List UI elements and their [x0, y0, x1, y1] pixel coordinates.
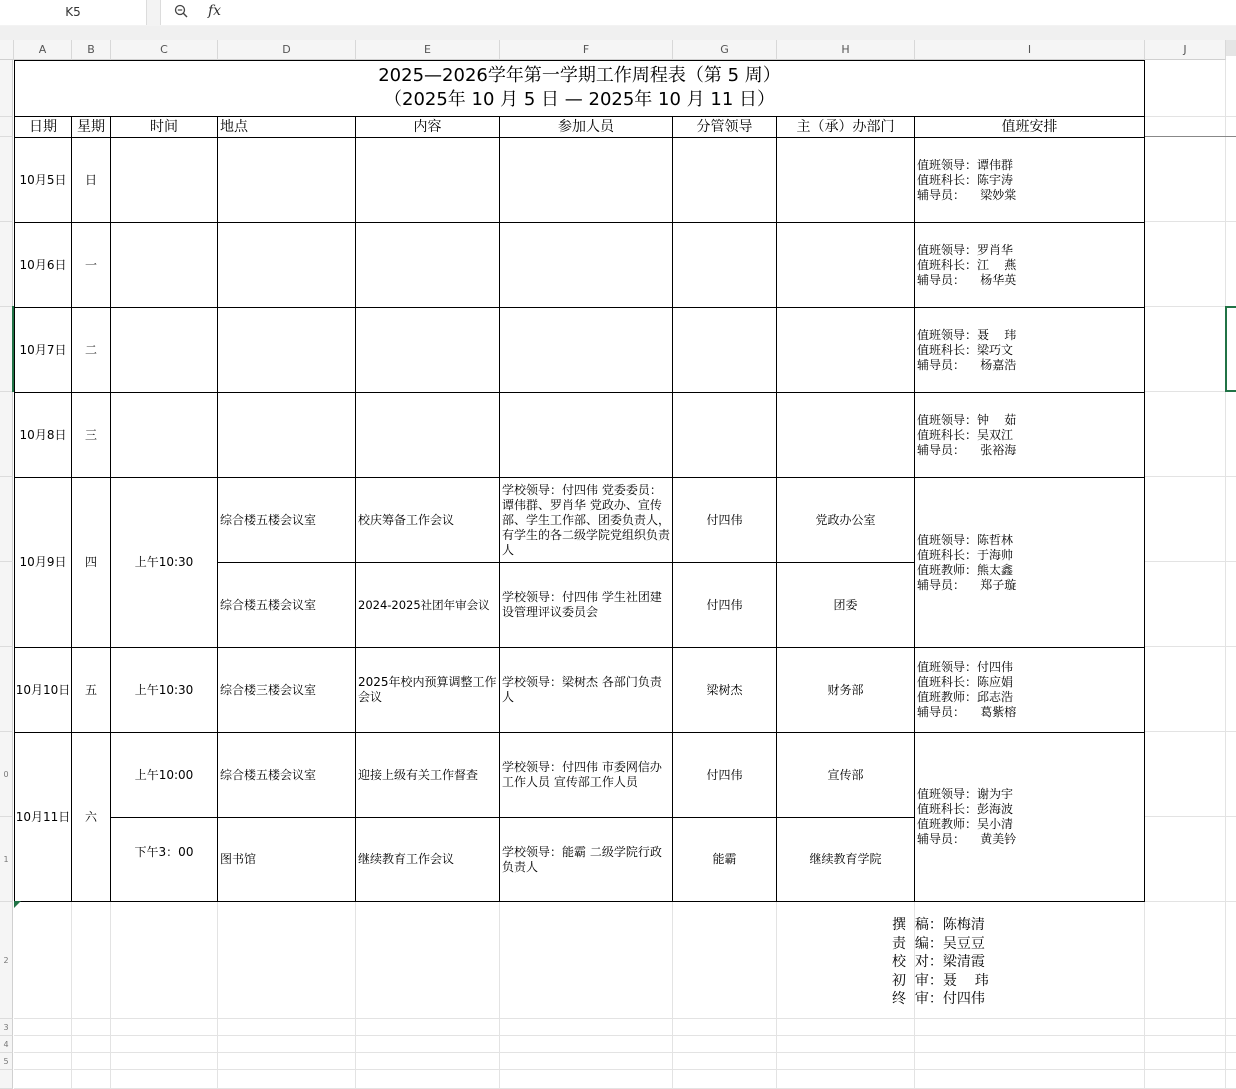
formula-bar [0, 0, 1236, 27]
date-cell[interactable]: 10月7日 [14, 307, 72, 393]
comment-indicator-icon [14, 901, 21, 908]
duty-cell[interactable]: 值班领导：付四伟 值班科长：陈应娟 值班教师：邱志浩 辅导员： 葛紫榕 [914, 647, 1145, 733]
zoom-out-icon[interactable] [174, 4, 188, 18]
duty-cell[interactable]: 值班领导：陈哲林 值班科长：于海帅 值班教师：熊太鑫 辅导员： 郑子璇 [914, 477, 1145, 648]
column-header[interactable]: G [673, 40, 777, 60]
weekday-cell[interactable]: 四 [71, 477, 111, 648]
content-cell[interactable] [355, 137, 500, 223]
leader-cell[interactable]: 付四伟 [672, 562, 777, 648]
select-all-corner[interactable] [0, 40, 14, 60]
people-cell[interactable] [499, 307, 673, 393]
scrollbar[interactable] [1226, 40, 1236, 56]
dept-cell[interactable]: 党政办公室 [776, 477, 915, 563]
duty-cell[interactable]: 值班领导：罗肖华 值班科长：江 燕 辅导员： 杨华英 [914, 222, 1145, 308]
header-time[interactable]: 时间 [110, 116, 218, 138]
column-header[interactable]: E [356, 40, 500, 60]
place-cell[interactable]: 综合楼五楼会议室 [217, 732, 356, 818]
leader-cell[interactable]: 梁树杰 [672, 647, 777, 733]
weekday-cell[interactable]: 一 [71, 222, 111, 308]
column-header[interactable]: I [915, 40, 1145, 60]
date-cell[interactable]: 10月5日 [14, 137, 72, 223]
time-cell[interactable]: 上午10:30 [110, 647, 218, 733]
date-cell[interactable]: 10月6日 [14, 222, 72, 308]
leader-cell[interactable] [672, 222, 777, 308]
header-dept[interactable]: 主（承）办部门 [776, 116, 915, 138]
dept-cell[interactable]: 财务部 [776, 647, 915, 733]
schedule-title[interactable] [14, 60, 1145, 117]
column-header[interactable]: B [72, 40, 111, 60]
weekday-cell[interactable]: 六 [71, 732, 111, 902]
leader-cell[interactable] [672, 307, 777, 393]
content-cell[interactable]: 2025年校内预算调整工作会议 [355, 647, 500, 733]
credits: 撰 稿：陈梅清 责 编：吴豆豆 校 对：梁清霞 初 审：聂 玮 终 审：付四伟 [892, 917, 989, 1007]
column-header[interactable]: A [14, 40, 72, 60]
title-line-2: （2025年 10 月 5 日 — 2025年 10 月 11 日） [384, 89, 775, 110]
leader-cell[interactable]: 付四伟 [672, 477, 777, 563]
column-header[interactable]: F [500, 40, 673, 60]
weekday-cell[interactable]: 日 [71, 137, 111, 223]
row-header[interactable]: 0 [0, 732, 13, 817]
weekday-cell[interactable]: 五 [71, 647, 111, 733]
dept-cell[interactable] [776, 307, 915, 393]
content-cell[interactable]: 迎接上级有关工作督查 [355, 732, 500, 818]
column-header[interactable]: C [111, 40, 218, 60]
leader-cell[interactable] [672, 392, 777, 478]
header-place[interactable]: 地点 [217, 116, 356, 138]
row-header[interactable] [0, 647, 13, 732]
formula-input[interactable] [160, 0, 1236, 25]
time-cell[interactable] [110, 137, 218, 223]
place-cell[interactable] [217, 222, 356, 308]
date-cell[interactable]: 10月9日 [14, 477, 72, 648]
selection-marker [12, 306, 14, 392]
row-header[interactable]: 2 [0, 902, 13, 1019]
date-cell[interactable]: 10月8日 [14, 392, 72, 478]
content-cell[interactable]: 继续教育工作会议 [355, 817, 500, 902]
time-cell[interactable] [110, 307, 218, 393]
row-header[interactable]: 4 [0, 1036, 13, 1053]
place-cell[interactable] [217, 307, 356, 393]
column-header[interactable]: D [218, 40, 356, 60]
content-cell[interactable] [355, 307, 500, 393]
people-cell[interactable]: 学校领导：付四伟 市委网信办工作人员 宣传部工作人员 [499, 732, 673, 818]
content-cell[interactable] [355, 222, 500, 308]
date-cell[interactable]: 10月10日 [14, 647, 72, 733]
dept-cell[interactable]: 宣传部 [776, 732, 915, 818]
row-header[interactable]: 5 [0, 1053, 13, 1070]
weekday-cell[interactable]: 三 [71, 392, 111, 478]
place-cell[interactable] [217, 137, 356, 223]
row-header[interactable] [0, 222, 13, 307]
time-cell[interactable]: 上午10:00 [110, 732, 218, 818]
leader-cell[interactable] [672, 137, 777, 223]
content-cell[interactable] [355, 392, 500, 478]
time-cell[interactable] [110, 392, 218, 478]
people-cell[interactable] [499, 392, 673, 478]
time-cell[interactable]: 下午3：00 [110, 817, 218, 902]
toolbar-gap [0, 26, 1236, 40]
time-cell[interactable]: 上午10:30 [110, 477, 218, 648]
people-cell[interactable]: 学校领导：能霸 二级学院行政负责人 [499, 817, 673, 902]
column-header[interactable]: J [1145, 40, 1226, 60]
dept-cell[interactable]: 团委 [776, 562, 915, 648]
column-header[interactable]: H [777, 40, 915, 60]
content-cell[interactable]: 2024-2025社团年审会议 [355, 562, 500, 648]
place-cell[interactable]: 图书馆 [217, 817, 356, 902]
row-header[interactable] [0, 1070, 13, 1089]
name-box[interactable]: K5 [0, 0, 147, 25]
dept-cell[interactable] [776, 392, 915, 478]
header-date[interactable]: 日期 [14, 116, 72, 138]
row-header[interactable] [0, 562, 13, 647]
place-cell[interactable]: 综合楼三楼会议室 [217, 647, 356, 733]
duty-cell[interactable]: 值班领导：聂 玮 值班科长：梁巧文 辅导员： 杨嘉浩 [914, 307, 1145, 393]
row-header[interactable] [0, 60, 13, 117]
header-content[interactable]: 内容 [355, 116, 500, 138]
row-header[interactable] [0, 117, 13, 137]
leader-cell[interactable]: 付四伟 [672, 732, 777, 818]
place-cell[interactable]: 综合楼五楼会议室 [217, 477, 356, 563]
header-people[interactable]: 参加人员 [499, 116, 673, 138]
header-leader[interactable]: 分管领导 [672, 116, 777, 138]
header-duty[interactable]: 值班安排 [914, 116, 1145, 138]
people-cell[interactable]: 学校领导：梁树杰 各部门负责人 [499, 647, 673, 733]
dept-cell[interactable] [776, 137, 915, 223]
weekday-cell[interactable]: 二 [71, 307, 111, 393]
row-header[interactable]: 1 [0, 817, 13, 902]
row-header[interactable]: 3 [0, 1019, 13, 1036]
place-cell[interactable]: 综合楼五楼会议室 [217, 562, 356, 648]
place-cell[interactable] [217, 392, 356, 478]
people-cell[interactable] [499, 222, 673, 308]
function-icon[interactable]: fx [208, 3, 222, 19]
header-weekday[interactable]: 星期 [71, 116, 111, 138]
date-cell[interactable]: 10月11日 [14, 732, 72, 902]
row-header[interactable] [0, 477, 13, 562]
row-header[interactable] [0, 137, 13, 222]
title-line-1: 2025—2026学年第一学期工作周程表（第 5 周） [378, 65, 781, 86]
dept-cell[interactable]: 继续教育学院 [776, 817, 915, 902]
people-cell[interactable]: 学校领导：付四伟 学生社团建设管理评议委员会 [499, 562, 673, 648]
duty-cell[interactable]: 值班领导：谭伟群 值班科长：陈宇涛 辅导员： 梁妙棠 [914, 137, 1145, 223]
duty-cell[interactable]: 值班领导：钟 茹 值班科长：吴双江 辅导员： 张裕海 [914, 392, 1145, 478]
selected-cell-outline[interactable] [1225, 306, 1236, 392]
people-cell[interactable]: 学校领导：付四伟 党委委员：谭伟群、罗肖华 党政办、宣传部、学生工作部、团委负责人，有学生的各二级学院党组织负责人 [499, 477, 673, 563]
time-cell[interactable] [110, 222, 218, 308]
duty-cell[interactable]: 值班领导：谢为宇 值班科长：彭海波 值班教师：吴小清 辅导员： 黄美钤 [914, 732, 1145, 902]
dept-cell[interactable] [776, 222, 915, 308]
content-cell[interactable]: 校庆筹备工作会议 [355, 477, 500, 563]
leader-cell[interactable]: 能霸 [672, 817, 777, 902]
people-cell[interactable] [499, 137, 673, 223]
row-header[interactable] [0, 392, 13, 477]
